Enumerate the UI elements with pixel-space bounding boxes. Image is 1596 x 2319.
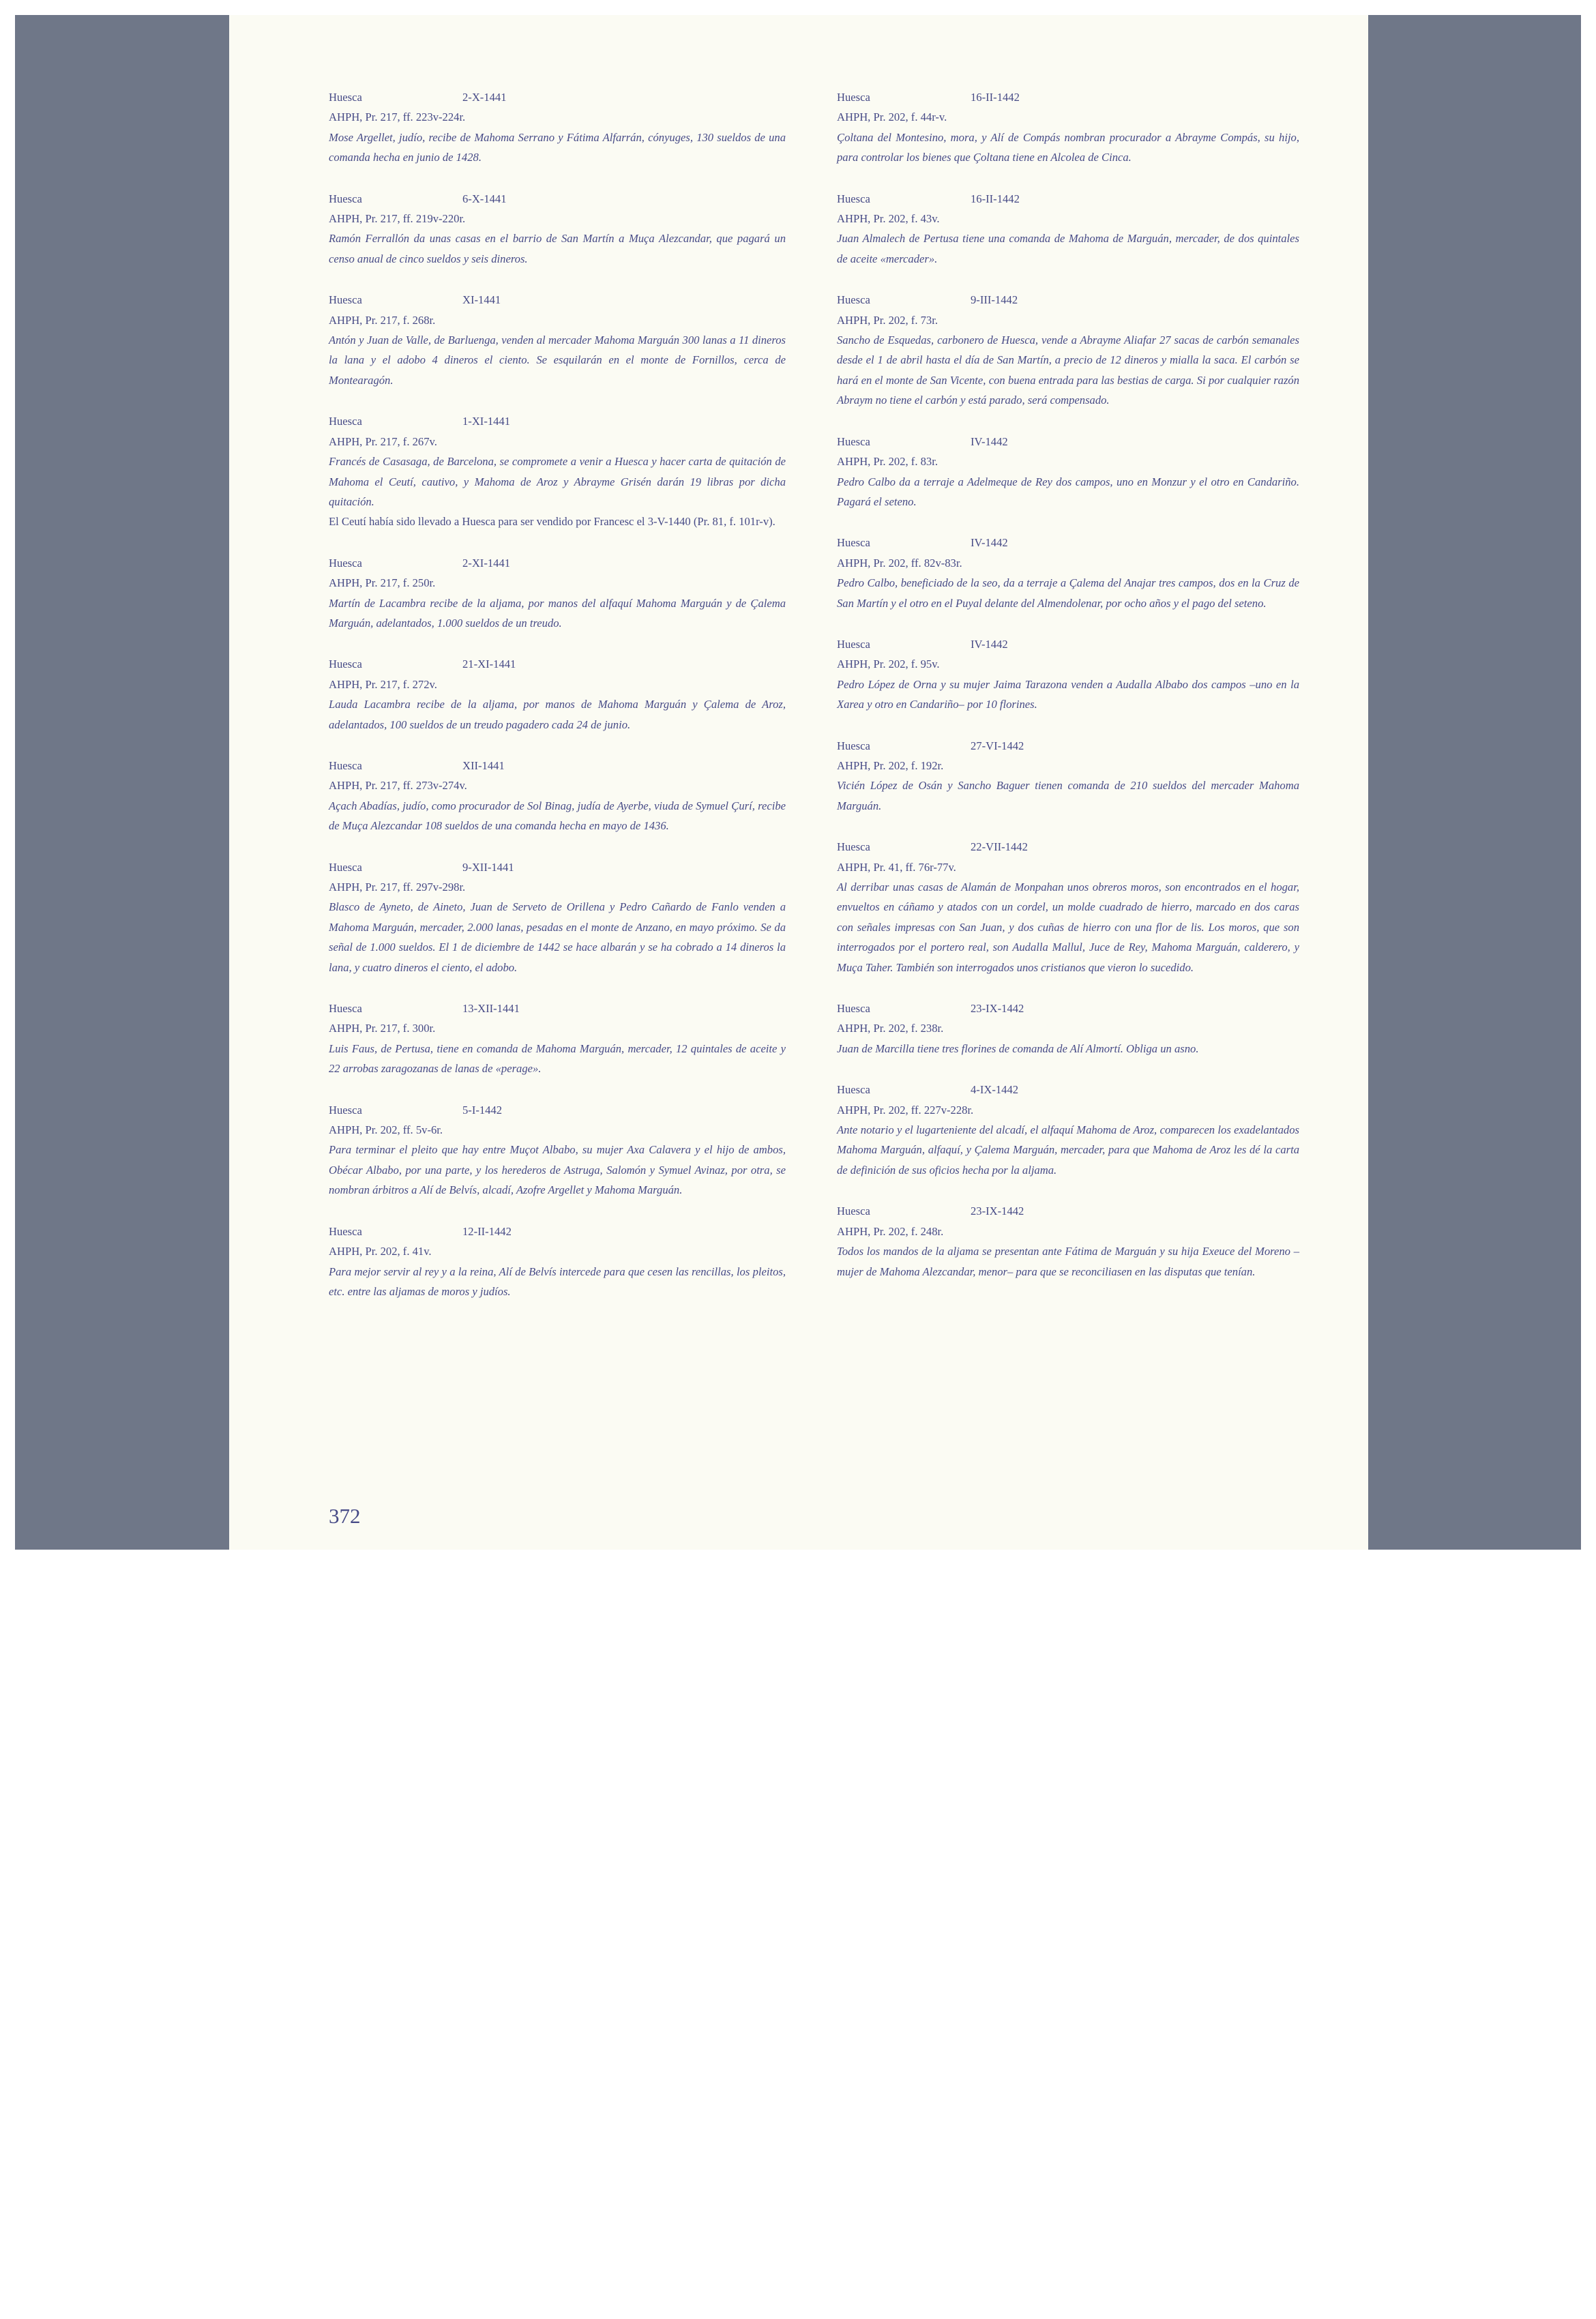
archive-reference: AHPH, Pr. 217, f. 268r.: [329, 313, 436, 327]
entry-place: Huesca: [837, 840, 870, 854]
entry-date: XI-1441: [462, 293, 501, 307]
archive-reference: AHPH, Pr. 202, f. 95v.: [837, 658, 940, 671]
entry-summary: Sancho de Esquedas, carbonero de Huesca, vende a Abrayme Aliafar 27 sacas de carbón semanales desde el 1 de abril hasta el día de San Martín, a precio de 12 dineros y mialla la saca. El carbón se hará en el monte de San Vicente, con buena entrada para las bestias de carga. Si por cualquier razón Abraym no tiene el carbón y está parado, será compensado.: [837, 334, 1299, 407]
entry-place: Huesca: [837, 739, 870, 752]
archive-reference: AHPH, Pr. 202, ff. 227v-228r.: [837, 1103, 974, 1117]
entry-summary: Pedro Calbo, beneficiado de la seo, da a terraje a Çalema del Anajar tres campos, dos en la Cruz de San Martín y el otro en el Puyal delante del Almendolenar, por ocho años y el pago del seteno.: [837, 576, 1299, 610]
document-entry: [837, 290, 1299, 410]
entry-place: Huesca: [837, 1083, 870, 1097]
entry-place: Huesca: [329, 415, 362, 428]
entry-header: [329, 189, 786, 209]
entry-date: 2-X-1441: [462, 91, 507, 104]
entry-summary: Juan Almalech de Pertusa tiene una comanda de Mahoma de Marguán, mercader, de dos quintales de aceite «mercader».: [837, 232, 1299, 265]
entry-date: 9-XII-1441: [462, 860, 514, 874]
entry-header: [837, 290, 1299, 310]
archive-reference: AHPH, Pr. 217, ff. 219v-220r.: [329, 212, 466, 226]
archive-reference: AHPH, Pr. 202, f. 41v.: [329, 1245, 432, 1258]
archive-reference: AHPH, Pr. 202, f. 43v.: [837, 212, 940, 226]
entry-date: IV-1442: [971, 434, 1008, 448]
entry-note: El Ceutí había sido llevado a Huesca para ser vendido por Francesc el 3-V-1440 (Pr. 81, f. 101r-v).: [329, 515, 775, 529]
entry-header: [837, 189, 1299, 209]
entry-date: 22-VII-1442: [971, 840, 1028, 854]
entry-place: Huesca: [837, 91, 870, 104]
entry-place: Huesca: [837, 1002, 870, 1016]
archive-reference: AHPH, Pr. 217, ff. 273v-274v.: [329, 779, 467, 793]
entry-header: [837, 736, 1299, 756]
entry-header: [837, 999, 1299, 1018]
entry-date: 23-IX-1442: [971, 1002, 1024, 1016]
entry-header: [837, 533, 1299, 552]
entry-header: [837, 432, 1299, 452]
entry-place: Huesca: [837, 1205, 870, 1218]
entry-summary: Pedro López de Orna y su mujer Jaima Tarazona venden a Audalla Albabo dos campos –uno en la Xarea y otro en Candariño– por 10 florines.: [837, 677, 1299, 711]
archive-reference: AHPH, Pr. 202, f. 83r.: [837, 455, 938, 469]
entry-summary: Ante notario y el lugarteniente del alcadí, el alfaquí Mahoma de Aroz, comparecen los exadelantados Mahoma Marguán, alfaquí, y Çalema Marguán, mercader, para que Mahoma de Aroz les dé la carta de definición de sus oficios hecha por la aljama.: [837, 1123, 1299, 1177]
archive-reference: AHPH, Pr. 217, f. 300r.: [329, 1022, 436, 1035]
entry-summary: Ramón Ferrallón da unas casas en el barrio de San Martín a Muça Alezcandar, que pagará un censo anual de cinco sueldos y seis dineros.: [329, 232, 786, 265]
archive-reference: AHPH, Pr. 217, f. 267v.: [329, 434, 437, 448]
entry-summary: Martín de Lacambra recibe de la aljama, por manos del alfaquí Mahoma Marguán y de Çalema Marguán, adelantados, 1.000 sueldos de un treudo.: [329, 596, 786, 630]
archive-reference: AHPH, Pr. 217, f. 250r.: [329, 576, 436, 590]
entry-date: IV-1442: [971, 637, 1008, 651]
entry-header: [329, 1100, 786, 1120]
document-entry: [329, 553, 786, 634]
page-number: 372: [329, 1504, 361, 1528]
document-entry: [837, 736, 1299, 816]
archive-reference: AHPH, Pr. 217, ff. 297v-298r.: [329, 881, 466, 893]
entry-summary: Vicién López de Osán y Sancho Baguer tienen comanda de 210 sueldos del mercader Mahoma Marguán.: [837, 779, 1299, 812]
entry-place: Huesca: [837, 293, 870, 307]
entry-summary: Blasco de Ayneto, de Aineto, Juan de Serveto de Orillena y Pedro Cañardo de Fanlo venden a Mahoma Marguán, mercader, 2.000 lanas, pesadas en el monte de Anzano, en mayo próximo. Se da señal de 1.000 sueldos. El 1 de diciembre de 1442 se hace albarán y se ha cobrado a 14 dineros la lana, y cuatro dineros el ciento, el adobo.: [329, 900, 786, 974]
entry-date: 23-IX-1442: [971, 1205, 1024, 1218]
entry-summary: Çoltana del Montesino, mora, y Alí de Compás nombran procurador a Abrayme Compás, su hijo, para controlar los bienes que Çoltana tiene en Alcolea de Cinca.: [837, 130, 1299, 164]
document-entry: [329, 654, 786, 735]
document-entry: [329, 756, 786, 836]
entry-summary: Luis Faus, de Pertusa, tiene en comanda de Mahoma Marguán, mercader, 12 quintales de aceite y 22 arrobas zaragozanas de lanas de «perage».: [329, 1042, 786, 1076]
archive-reference: AHPH, Pr. 202, f. 73r.: [837, 313, 938, 327]
archive-reference: AHPH, Pr. 202, f. 44r-v.: [837, 110, 947, 124]
entry-date: IV-1442: [971, 536, 1008, 550]
document-entry: [837, 999, 1299, 1059]
entry-date: 12-II-1442: [462, 1224, 512, 1238]
document-entry: [837, 432, 1299, 512]
document-entry: [329, 1100, 786, 1200]
entry-summary: Açach Abadías, judío, como procurador de Sol Binag, judía de Ayerbe, viuda de Symuel Çurí, recibe de Muça Alezcandar 108 sueldos de una comanda hecha en mayo de 1436.: [329, 799, 786, 833]
archive-reference: AHPH, Pr. 202, ff. 82v-83r.: [837, 556, 962, 570]
entry-date: 21-XI-1441: [462, 658, 516, 671]
entry-date: 5-I-1442: [462, 1103, 503, 1117]
entry-summary: Francés de Casasaga, de Barcelona, se compromete a venir a Huesca y hacer carta de quitación de Mahoma el Ceutí, cautivo, y Mahoma de Aroz y Abrayme Grisén darán 19 libras por dicha quitación.: [329, 455, 786, 508]
entry-place: Huesca: [329, 192, 362, 205]
entry-place: Huesca: [329, 293, 362, 307]
entry-header: [329, 411, 786, 431]
document-entry: [329, 411, 786, 531]
document-entry: [329, 1222, 786, 1302]
archive-reference: AHPH, Pr. 202, ff. 5v-6r.: [329, 1123, 443, 1137]
entry-header: [329, 654, 786, 674]
entry-header: [329, 1222, 786, 1241]
document-entry: [329, 87, 786, 168]
left-column: [329, 87, 786, 1323]
entry-header: [837, 87, 1299, 107]
archive-reference: AHPH, Pr. 41, ff. 76r-77v.: [837, 860, 956, 874]
entry-header: [329, 999, 786, 1018]
entry-place: Huesca: [329, 860, 362, 874]
entry-date: 16-II-1442: [971, 91, 1020, 104]
document-entry: [837, 837, 1299, 977]
entry-summary: Para mejor servir al rey y a la reina, Alí de Belvís intercede para que cesen las rencillas, los pleitos, etc. entre las aljamas de moros y judíos.: [329, 1265, 786, 1298]
entry-header: [837, 837, 1299, 857]
entry-place: Huesca: [329, 1224, 362, 1238]
entry-date: 16-II-1442: [971, 192, 1020, 205]
archive-reference: AHPH, Pr. 202, f. 238r.: [837, 1022, 944, 1035]
document-entry: [837, 634, 1299, 715]
entry-summary: Lauda Lacambra recibe de la aljama, por manos de Mahoma Marguán y Çalema de Aroz, adelantados, 100 sueldos de un treudo pagadero cada 24 de junio.: [329, 698, 786, 731]
entry-date: 13-XII-1441: [462, 1002, 520, 1016]
entry-summary: Al derribar unas casas de Alamán de Monpahan unos obreros moros, son encontrados en el hogar, envueltos en cáñamo y atados con un cordel, un molde cuadrado de hierro, marcado en dos caras con señales impresas con San Juan, y dos cuñas de hierro con una flor de lis. Los moros, que son interrogados por el portero real, son Audalla Mallul, Juce de Rey, Mahoma Marguán, calderero, y Muça Taher. También son interrogados unos cristianos que vieron lo sucedido.: [837, 881, 1299, 974]
document-entry: [837, 189, 1299, 269]
document-entry: [837, 1201, 1299, 1282]
entry-date: 2-XI-1441: [462, 556, 511, 570]
entry-place: Huesca: [837, 536, 870, 550]
entry-date: 6-X-1441: [462, 192, 507, 205]
document-entry: [329, 857, 786, 977]
entry-date: 27-VI-1442: [971, 739, 1024, 752]
entry-place: Huesca: [329, 658, 362, 671]
entry-summary: Todos los mandos de la aljama se presentan ante Fátima de Marguán y su hija Exeuce del Moreno –mujer de Mahoma Alezcandar, menor– para que se reconciliasen en las disputas que tenían.: [837, 1245, 1299, 1278]
archive-reference: AHPH, Pr. 202, f. 192r.: [837, 758, 944, 772]
entry-header: [329, 756, 786, 776]
entry-header: [837, 1080, 1299, 1099]
document-entry: [837, 533, 1299, 613]
entry-header: [329, 857, 786, 877]
entry-place: Huesca: [837, 637, 870, 651]
entry-header: [329, 553, 786, 573]
right-column: [837, 87, 1299, 1303]
document-entry: [329, 189, 786, 269]
entry-header: [329, 290, 786, 310]
entry-place: Huesca: [329, 758, 362, 772]
entry-summary: Mose Argellet, judío, recibe de Mahoma Serrano y Fátima Alfarrán, cónyuges, 130 sueldos de una comanda hecha en junio de 1428.: [329, 130, 786, 164]
entry-date: 9-III-1442: [971, 293, 1018, 307]
entry-summary: Pedro Calbo da a terraje a Adelmeque de Rey dos campos, uno en Monzur y el otro en Candariño. Pagará el seteno.: [837, 475, 1299, 508]
entry-summary: Para terminar el pleito que hay entre Muçot Albabo, su mujer Axa Calavera y el hijo de ambos, Obécar Albabo, por una parte, y los herederos de Astruga, Salomón y Symuel Avinaz, por otra, se nombran árbitros a Alí de Belvís, alcadí, Azofre Argellet y Mahoma Marguán.: [329, 1143, 786, 1197]
entry-summary: Antón y Juan de Valle, de Barluenga, venden al mercader Mahoma Marguán 300 lanas a 11 dineros la lana y el adobo 4 dineros el ciento. Se esquilarán en el monte de Fornillos, cerca de Montearagón.: [329, 334, 786, 387]
document-entry: [329, 999, 786, 1079]
entry-header: [837, 634, 1299, 654]
document-entry: [329, 290, 786, 390]
entry-place: Huesca: [329, 91, 362, 104]
entry-summary: Juan de Marcilla tiene tres florines de comanda de Alí Almortí. Obliga un asno.: [837, 1042, 1199, 1055]
entry-place: Huesca: [329, 1103, 362, 1117]
entry-place: Huesca: [837, 192, 870, 205]
archive-reference: AHPH, Pr. 217, f. 272v.: [329, 677, 437, 691]
entry-header: [837, 1201, 1299, 1221]
entry-place: Huesca: [329, 1002, 362, 1016]
entry-date: 1-XI-1441: [462, 415, 511, 428]
entry-date: XII-1441: [462, 758, 505, 772]
entry-header: [329, 87, 786, 107]
entry-place: Huesca: [837, 434, 870, 448]
document-entry: [837, 87, 1299, 168]
entry-date: 4-IX-1442: [971, 1083, 1019, 1097]
archive-reference: AHPH, Pr. 217, ff. 223v-224r.: [329, 110, 466, 124]
document-entry: [837, 1080, 1299, 1180]
archive-reference: AHPH, Pr. 202, f. 248r.: [837, 1224, 944, 1238]
entry-place: Huesca: [329, 556, 362, 570]
